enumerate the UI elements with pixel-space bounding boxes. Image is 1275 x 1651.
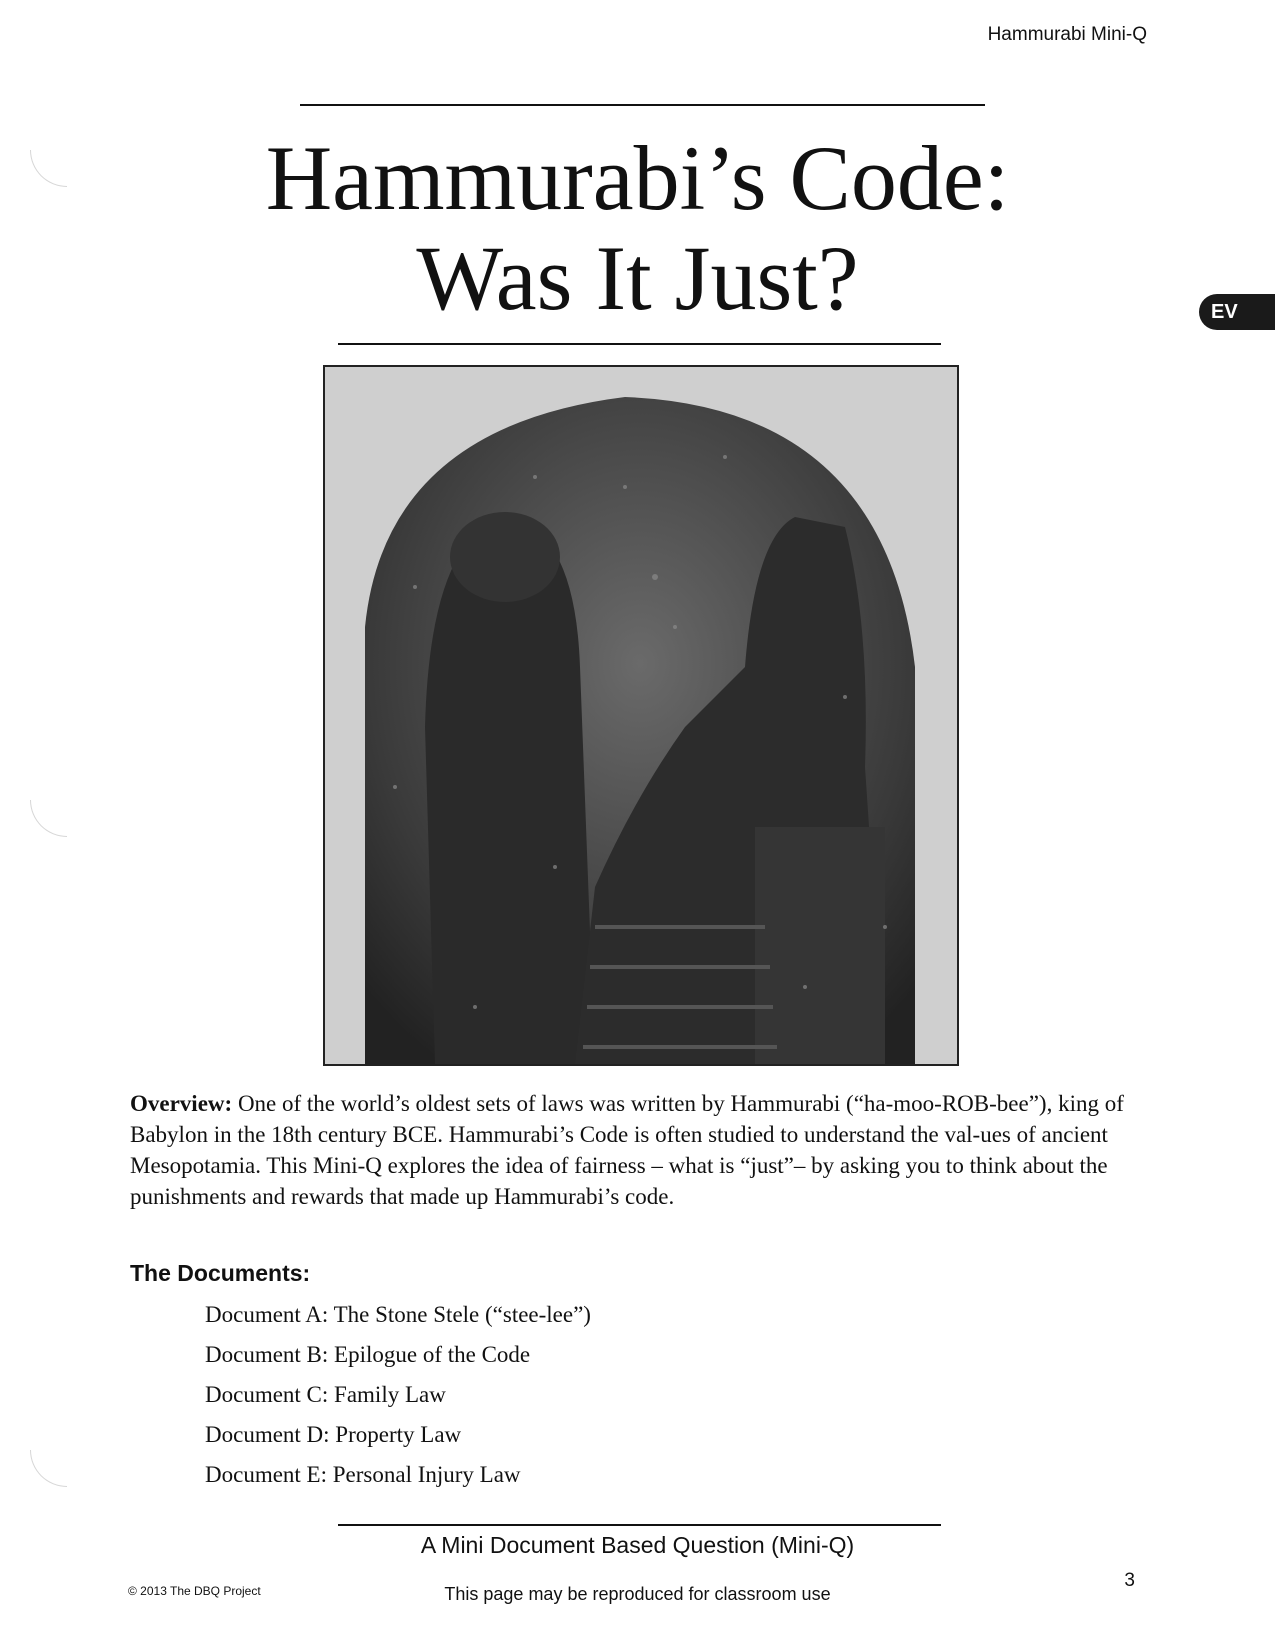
section-tab: EV [1199,294,1275,330]
figure-head [450,512,560,602]
title-bottom-rule [338,343,941,345]
stele-photo [323,365,959,1066]
title-line-2: Was It Just? [416,227,859,329]
document-item: Document D: Property Law [205,1422,462,1447]
document-item: Document C: Family Law [205,1382,446,1407]
title-top-rule [300,104,985,106]
copyright-notice: © 2013 The DBQ Project [128,1584,261,1598]
page-title [0,128,1275,328]
overview-label: Overview: [130,1091,233,1116]
footer-rule [338,1524,941,1526]
document-item: Document E: Personal Injury Law [205,1462,521,1487]
title-line-1: Hammurabi’s Code: [265,127,1010,229]
punch-hole-mark [30,800,67,837]
running-header: Hammurabi Mini-Q [987,24,1147,45]
reproduction-notice: This page may be reproduced for classroom use [444,1584,831,1604]
documents-heading: The Documents: [130,1260,311,1286]
document-item: Document A: The Stone Stele (“stee-lee”) [205,1302,591,1327]
stele-illustration [325,367,957,1064]
punch-hole-mark [30,1450,67,1487]
page-number: 3 [1124,1570,1135,1591]
footer-title: A Mini Document Based Question (Mini-Q) [420,1532,855,1558]
documents-list [205,1302,591,1502]
overview-paragraph [130,1088,1145,1212]
overview-text: One of the world’s oldest sets of laws was written by Hammurabi (“ha-moo-ROB-bee”), king of Babylon in the 18th century BCE. Hammurabi’s Code is often studied to understand the val-ues of ancient Mesopotamia. This Mini-Q explores the idea of fairness – what is “just”– by asking you to think about the punishments and rewards that made up Hammurabi’s code. [130,1091,1124,1209]
throne [755,827,885,1064]
document-item: Document B: Epilogue of the Code [205,1342,531,1367]
